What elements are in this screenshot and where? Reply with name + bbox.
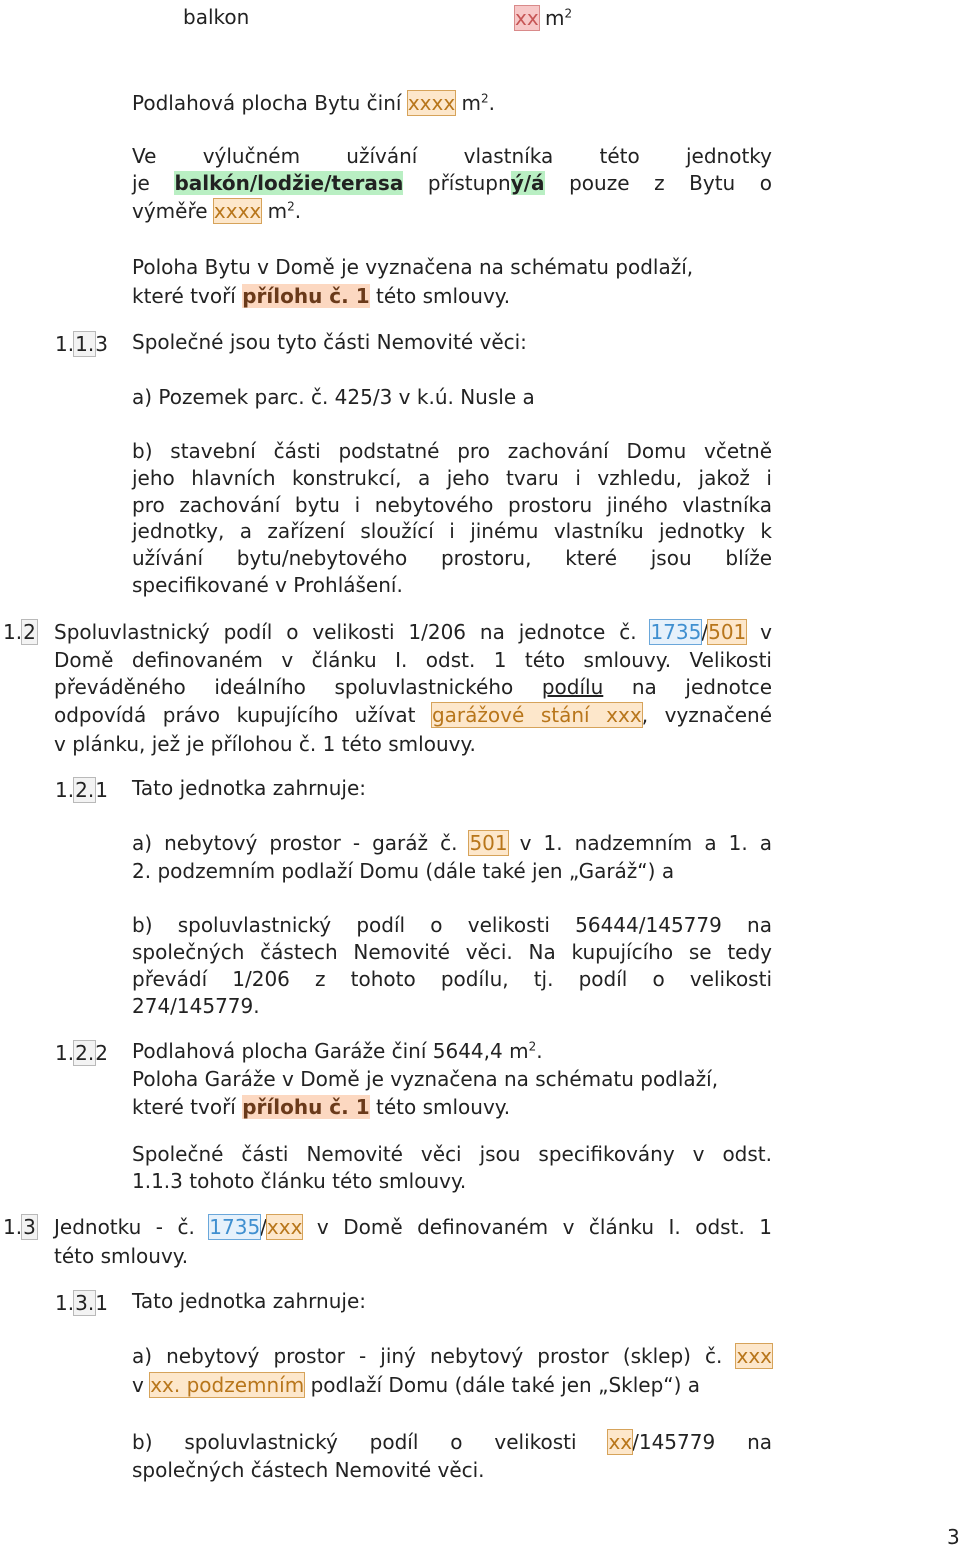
s122-line-1 (132, 1038, 543, 1065)
exclusive-l3-unit: m (261, 199, 288, 223)
s131-item-a-line-1 (132, 1343, 772, 1370)
exclusive-l2-c: pouze z Bytu o (544, 171, 773, 195)
byt-area-line (132, 90, 495, 117)
s113-item-b-line: pro zachování bytu i nebytového prostoru jiného vlastníka (132, 493, 772, 517)
s121-item-b-line: b) spoluvlastnický podíl o velikosti 56444/145779 na (132, 913, 772, 937)
section-number-1-2 (3, 619, 37, 646)
s122-p2-line-1: Společné části Nemovité věci jsou specifikovány v odst. (132, 1142, 772, 1166)
s12-l3-b: na jednotce (603, 675, 772, 699)
unit-building-number: 1735 (209, 1215, 261, 1239)
location-attachment-highlight: přílohu č. 1 (242, 284, 370, 308)
cellar-floor: xx. podzemním (150, 1373, 305, 1397)
exclusive-l3-sup: 2 (287, 199, 295, 214)
num-part: 1 (95, 1291, 108, 1315)
num-part-boxed: 1. (75, 332, 95, 356)
s12-underlined-word: podílu (541, 675, 604, 699)
num-part-boxed: 3. (75, 1291, 95, 1315)
s121-item-b-line: společných částech Nemovité věci. Na kupujícího se tedy (132, 940, 772, 964)
s12-l1-b: v (746, 620, 772, 644)
s122-l1-end: . (536, 1039, 543, 1063)
s122-l1-sup: 2 (528, 1039, 537, 1054)
section-number-1-3-1 (55, 1290, 108, 1317)
s13-l1-b: v Domě definovaném v článku I. odst. 1 (302, 1215, 772, 1239)
s121-item-a-line-2: 2. podzemním podlaží Domu (dále také jen „Garáž“) a (132, 859, 675, 883)
s12-line-4 (54, 702, 772, 729)
s122-p2-line-2: 1.1.3 tohoto článku této smlouvy. (132, 1169, 467, 1193)
cellar-number: xxx (736, 1344, 772, 1368)
s122-line-2: Poloha Garáže v Domě je vyznačena na schématu podlaží, (132, 1067, 719, 1091)
byt-area-prefix: Podlahová plocha Bytu činí (132, 91, 408, 115)
num-part: 1. (55, 1291, 75, 1315)
byt-area-sup: 2 (481, 91, 489, 106)
unit-separator: / (260, 1215, 267, 1239)
section-number-1-3 (3, 1214, 37, 1241)
s131-item-a-line-2 (132, 1372, 700, 1399)
unit-separator: / (701, 620, 709, 644)
s113-item-b-line: b) stavební části podstatné pro zachování Domu včetně (132, 439, 772, 463)
location-line-1: Poloha Bytu v Domě je vyznačena na schématu podlaží, (132, 255, 694, 279)
s122-attachment-highlight: přílohu č. 1 (242, 1095, 370, 1119)
s12-line-1 (54, 619, 772, 646)
num-part: 1. (55, 1041, 75, 1065)
num-part-boxed: 2. (75, 778, 95, 802)
num-part: 1. (3, 620, 23, 644)
s113-item-a: a) Pozemek parc. č. 425/3 v k.ú. Nusle a (132, 385, 535, 409)
section-number-1-2-2 (55, 1040, 108, 1067)
byt-area-end: . (488, 91, 495, 115)
s13-l1-a: Jednotku - č. (54, 1215, 210, 1239)
num-part: 1 (95, 778, 108, 802)
s131-a1-a: a) nebytový prostor - jiný nebytový prostor (sklep) č. (132, 1344, 737, 1368)
exclusive-line-3 (132, 198, 301, 225)
s121-a1-b: v 1. nadzemním a 1. a (507, 831, 772, 855)
s12-l3-a: převáděného ideálního spoluvlastnického (54, 675, 542, 699)
s113-item-b-line: užívání bytu/nebytového prostoru, které jsou blíže (132, 546, 772, 570)
byt-area-unit: m (455, 91, 481, 115)
s12-line-5: v plánku, jež je přílohou č. 1 této smlouvy. (54, 732, 476, 756)
exclusive-line-2 (132, 170, 772, 197)
balkon-label: balkon (183, 5, 250, 29)
location-l2-b: této smlouvy. (369, 284, 511, 308)
balkon-value: xx (515, 6, 539, 30)
byt-area-value: xxxx (407, 91, 456, 115)
section-number-1-2-1 (55, 777, 108, 804)
exclusive-l3-end: . (294, 199, 302, 223)
page-number: 3 (947, 1525, 960, 1549)
s12-l4-a: odpovídá právo kupujícího užívat (54, 703, 432, 727)
num-part-boxed: 3 (23, 1215, 36, 1239)
balkon-area (515, 5, 572, 32)
cellar-share-value: xx (608, 1430, 633, 1454)
num-part: 2 (95, 1041, 108, 1065)
s131-item-b-line-1 (132, 1429, 772, 1456)
s121-item-b-line: převádí 1/206 z tohoto podílu, tj. podíl o velikosti (132, 967, 772, 991)
section-number-1-1-3 (55, 331, 108, 358)
s131-a2-b: podlaží Domu (dále také jen „Sklep“) a (304, 1373, 701, 1397)
s121-title: Tato jednotka zahrnuje: (132, 776, 367, 800)
s122-line-3 (132, 1094, 510, 1121)
s13-line-2: této smlouvy. (54, 1244, 189, 1268)
num-part: 1. (55, 332, 75, 356)
exclusive-balcony-highlight: balkón/lodžie/terasa (174, 171, 404, 195)
num-part-boxed: 2. (75, 1041, 95, 1065)
exclusive-line-1: Ve výlučném užívání vlastníka této jednotky (132, 144, 772, 168)
s12-l4-b: , vyznačené (641, 703, 772, 727)
balkon-unit-sup: 2 (564, 6, 573, 21)
num-part-boxed: 2 (23, 620, 36, 644)
location-line-2 (132, 283, 510, 310)
s113-title: Společné jsou tyto části Nemovité věci: (132, 330, 527, 354)
s121-item-a-line-1 (132, 830, 772, 857)
s12-line-2: Domě definovaném v článku I. odst. 1 této smlouvy. Velikosti (54, 648, 772, 672)
s131-a2-a: v (132, 1373, 151, 1397)
s122-l1-a: Podlahová plocha Garáže činí 5644,4 m (132, 1039, 529, 1063)
s113-item-b-line: jednotky, a zařízení sloužící i jinému vlastníku jednotky k (132, 519, 772, 543)
num-part: 3 (95, 332, 108, 356)
num-part: 1. (3, 1215, 23, 1239)
s113-item-b-line: jeho hlavních konstrukcí, a jeho tvaru i vzhledu, jakož i (132, 466, 772, 490)
exclusive-suffix-highlight: ý/á (510, 171, 545, 195)
s131-b1-b: /145779 na (632, 1430, 772, 1454)
s12-l1-a: Spoluvlastnický podíl o velikosti 1/206 na jednotce č. (54, 620, 651, 644)
balkon-unit: m (545, 6, 565, 30)
s122-l3-b: této smlouvy. (369, 1095, 511, 1119)
s131-item-b-line-2: společných částech Nemovité věci. (132, 1458, 485, 1482)
unit-building-number: 1735 (650, 620, 702, 644)
unit-number: 501 (708, 620, 747, 644)
s121-a1-a: a) nebytový prostor - garáž č. (132, 831, 470, 855)
exclusive-l3-a: výměře (132, 199, 214, 223)
s122-l3-a: které tvoří (132, 1095, 243, 1119)
exclusive-l2-b: přístupn (403, 171, 511, 195)
num-part: 1. (55, 778, 75, 802)
s113-item-b-line: specifikované v Prohlášení. (132, 573, 403, 597)
location-l2-a: které tvoří (132, 284, 243, 308)
s131-title: Tato jednotka zahrnuje: (132, 1289, 367, 1313)
s121-item-b-line: 274/145779. (132, 994, 260, 1018)
s131-b1-a: b) spoluvlastnický podíl o velikosti (132, 1430, 609, 1454)
s12-line-3 (54, 674, 772, 701)
exclusive-l2-a: je (132, 171, 175, 195)
parking-space-highlight: garážové stání xxx (431, 703, 642, 727)
s13-line-1 (54, 1214, 772, 1241)
exclusive-area-value: xxxx (213, 199, 262, 223)
garage-number: 501 (469, 831, 508, 855)
unit-number: xxx (266, 1215, 303, 1239)
